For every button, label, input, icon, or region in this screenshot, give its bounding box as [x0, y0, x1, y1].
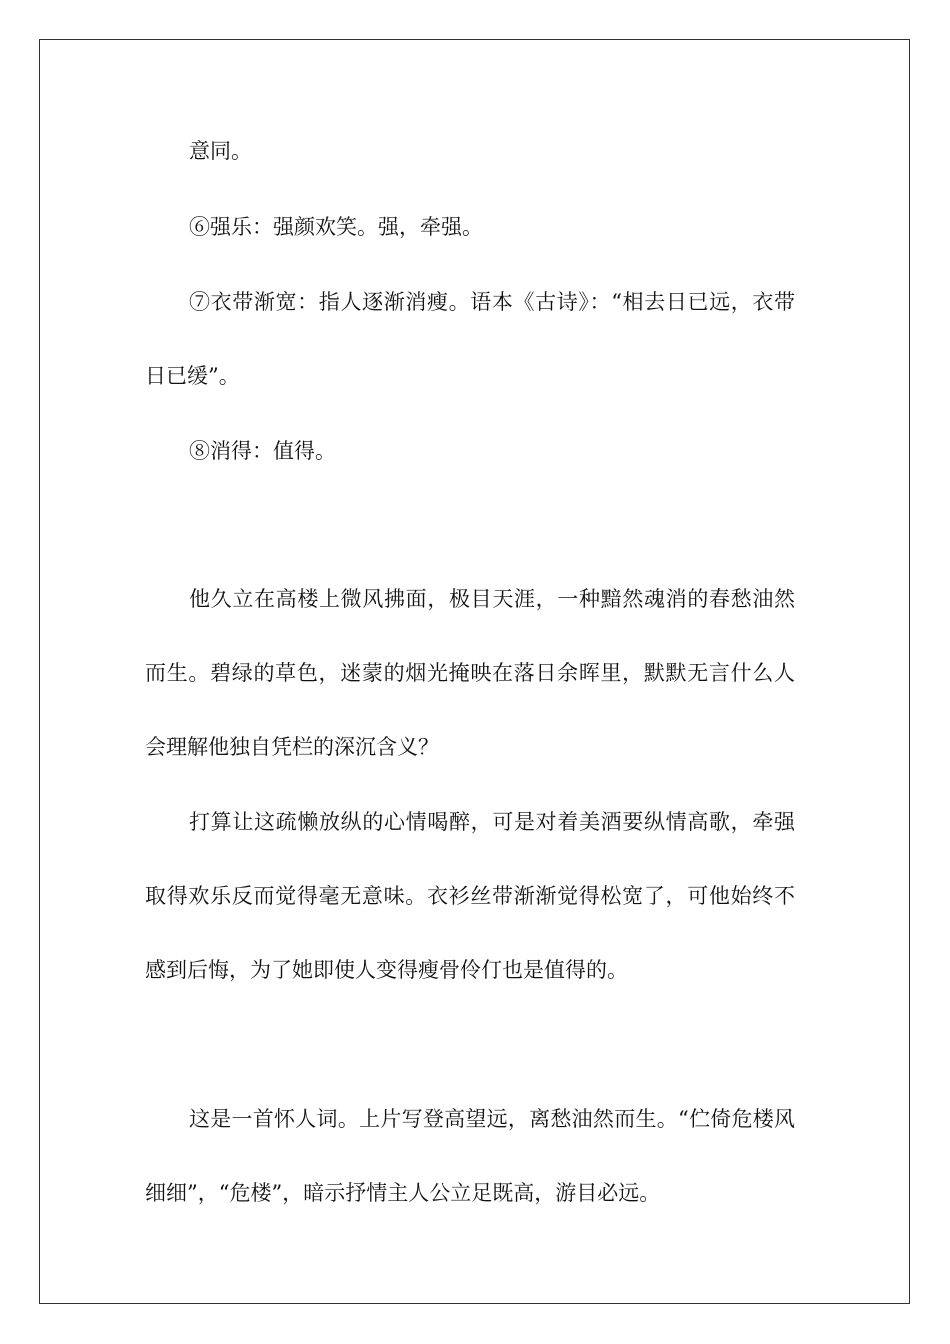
annotation-7: ⑦衣带渐宽：指人逐渐消瘦。语本《古诗》：“相去日已远，衣带日已缓”。 — [145, 290, 795, 388]
appreciation-paragraph: 这是一首怀人词。上片写登高望远，离愁油然而生。“伫倚危楼风细细”，“危楼”，暗示抒情主人公立足既高，游目必远。 — [145, 1107, 795, 1205]
paragraph-continuation: 意同。 — [189, 139, 252, 163]
annotation-8: ⑧消得：值得。 — [189, 439, 336, 463]
translation-paragraph-1: 他久立在高楼上微风拂面，极目天涯，一种黯然魂消的春愁油然而生。碧绿的草色，迷蒙的烟光掩映在落日余晖里，默默无言什么人会理解他独自凭栏的深沉含义？ — [145, 587, 795, 759]
annotation-6: ⑥强乐：强颜欢笑。强，牵强。 — [189, 215, 483, 239]
translation-paragraph-2: 打算让这疏懒放纵的心情喝醉，可是对着美酒要纵情高歌，牵强取得欢乐反而觉得毫无意味。衣衫丝带渐渐觉得松宽了，可他始终不感到后悔，为了她即使人变得瘦骨伶仃也是值得的。 — [145, 810, 795, 982]
